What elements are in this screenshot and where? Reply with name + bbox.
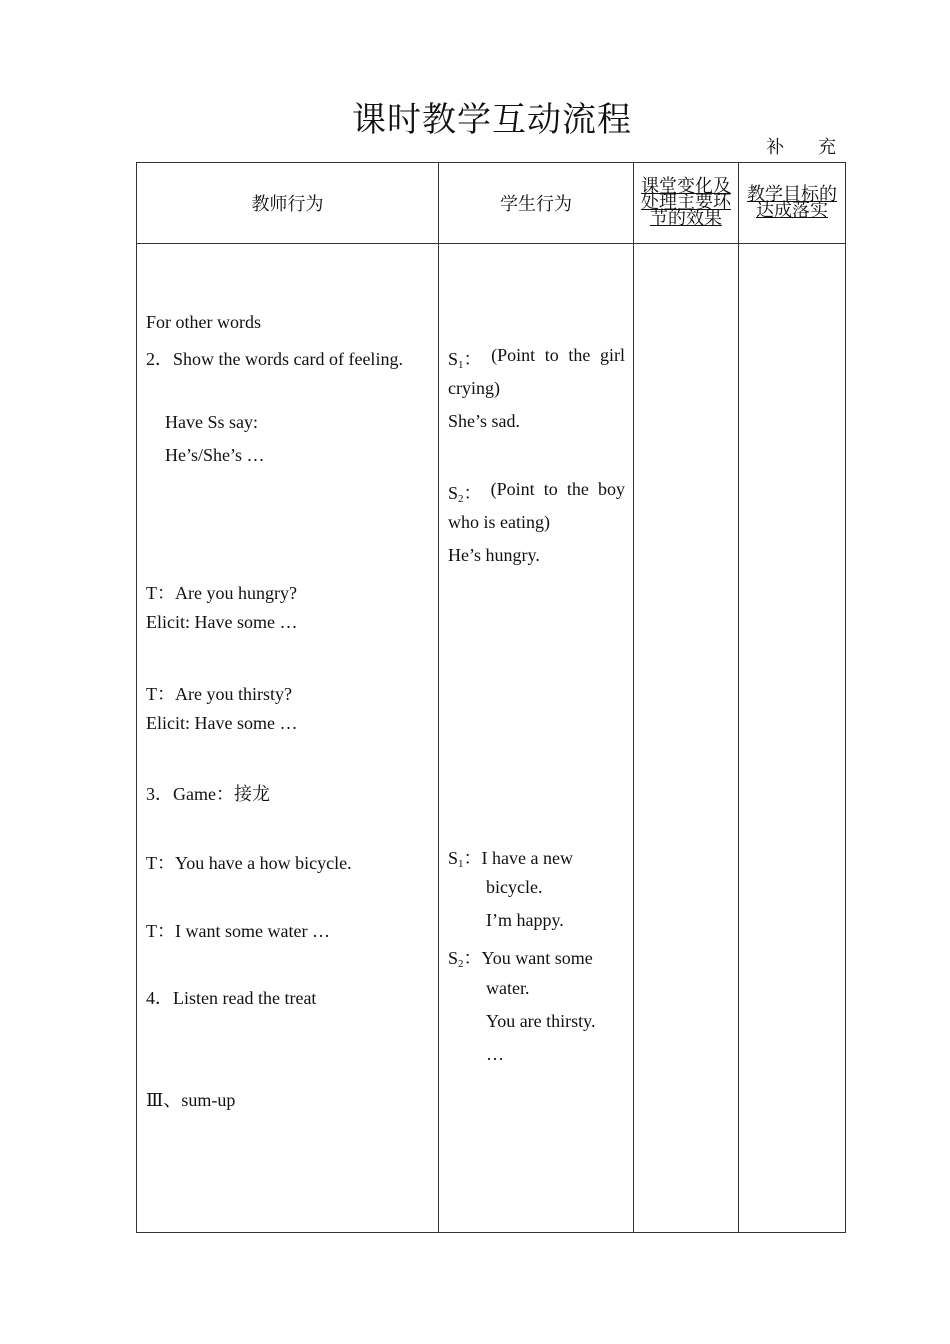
student-line: $S_1$： (Point to the girl [448, 345, 625, 371]
page-title: 课时教学互动流程 [352, 100, 632, 140]
teacher-line: For other words [146, 312, 261, 332]
student-line: I’m happy. [486, 910, 564, 930]
student-line: $S_1$：I have a new [448, 848, 573, 870]
teacher-line: 4．Listen read the treat [146, 988, 317, 1008]
student-line: … [486, 1044, 504, 1064]
teacher-line: T：Are you thirsty? [146, 684, 292, 704]
game-label: 3．Game： [146, 784, 234, 804]
header-class-change: 课堂变化及处理主要环节的效果 [634, 163, 739, 244]
teacher-line: Elicit: Have some … [146, 612, 298, 632]
student-column [439, 244, 634, 1233]
student-line: She’s sad. [448, 411, 520, 431]
student-line: bicycle. [486, 877, 543, 897]
header-row [137, 163, 846, 244]
class-change-column [634, 244, 739, 1233]
goal-column [739, 244, 846, 1233]
header-student: 学生行为 [439, 163, 634, 244]
student-line: water. [486, 978, 530, 998]
teacher-line: He’s/She’s … [165, 445, 265, 465]
student-line: who is eating) [448, 512, 550, 532]
teacher-line: T：You have a how bicycle. [146, 853, 352, 873]
teacher-line: T：I want some water … [146, 921, 330, 941]
header-goal: 教学目标的达成落实 [739, 163, 846, 244]
teacher-line: 2．Show the words card of feeling. [146, 349, 403, 369]
student-line: $S_2$：You want some [448, 948, 593, 970]
content-row [137, 244, 846, 1233]
header-teacher: 教师行为 [137, 163, 439, 244]
teacher-line: T：Are you hungry? [146, 583, 297, 603]
student-line: You are thirsty. [486, 1011, 596, 1031]
teacher-line: Ⅲ、sum-up [146, 1090, 236, 1110]
teacher-line [146, 780, 270, 806]
student-line: He’s hungry. [448, 545, 540, 565]
game-name: 接龙 [233, 784, 270, 805]
teacher-line: Elicit: Have some … [146, 713, 298, 733]
teacher-column [137, 244, 439, 1233]
student-line: crying) [448, 378, 500, 398]
interaction-table [136, 162, 846, 1233]
teacher-line: Have Ss say: [165, 412, 258, 432]
supplement-label: 补 充 [766, 137, 850, 158]
student-line: $S_2$： (Point to the boy [448, 479, 625, 505]
